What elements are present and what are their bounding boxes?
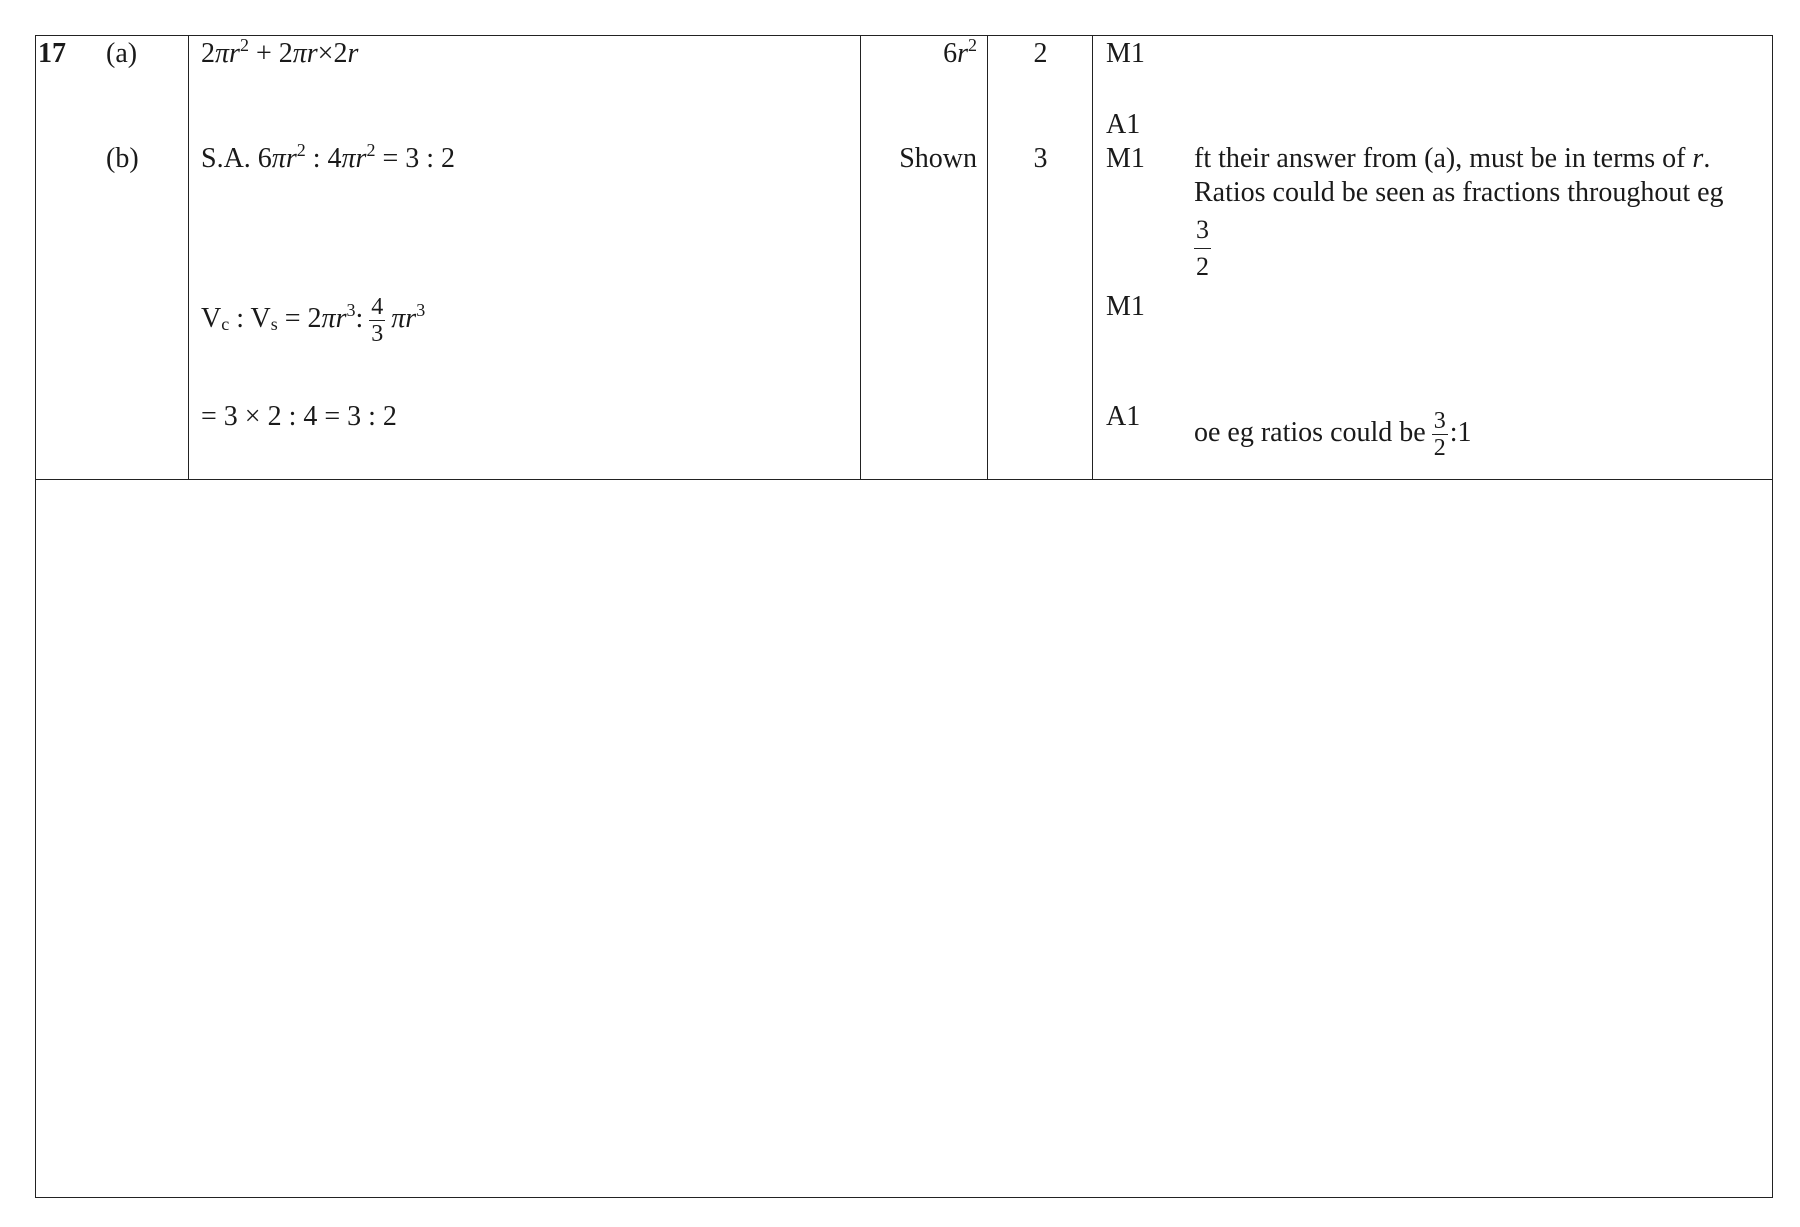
- answer-b: Shown: [899, 143, 977, 174]
- working-b-volume: $V_c$ : $V_s = 2\pi r^3$: $\frac{4}{3}$ $\pi r^3$: [201, 294, 426, 347]
- guidance-ft: ft their answer from (a), must be in terms of r.: [1194, 143, 1711, 174]
- marks-a: 2: [1033, 38, 1048, 69]
- mark-code-a-m1: M1: [1106, 38, 1145, 69]
- mark-code-b-m1: M1: [1106, 291, 1145, 322]
- question-number: 17: [38, 38, 66, 69]
- mark-code-b-m1: M1: [1106, 143, 1145, 174]
- part-label-b: (b): [106, 143, 139, 174]
- fraction-four-thirds: $\frac{4}{3}$: [371, 294, 384, 347]
- column-divider: [860, 36, 861, 479]
- mark-scheme-table: [35, 35, 1773, 1198]
- fraction-three-halves: $\frac{3}{2}$: [1194, 212, 1211, 285]
- mark-code-b-a1: A1: [1106, 401, 1141, 432]
- column-divider: [987, 36, 988, 479]
- marks-b: 3: [1033, 143, 1048, 174]
- column-divider: [1092, 36, 1093, 479]
- fraction-three-halves: $\frac{3}{2}$: [1433, 408, 1446, 461]
- part-label-a: (a): [106, 38, 138, 69]
- working-a: $2\pi r^2 + 2\pi r\times 2r$: [201, 35, 359, 69]
- row-divider: [36, 479, 1772, 480]
- answer-a: $6r^2$: [943, 35, 977, 69]
- working-b-result: = 3 × 2 : 4 = 3 : 2: [201, 401, 397, 432]
- guidance-fraction: [1194, 212, 1217, 285]
- guidance-ratios: Ratios could be seen as fractions throughout eg: [1194, 177, 1724, 208]
- working-b-surface-area: S.A. $6\pi r^2$ : $4\pi r^2 = 3$ : 2: [201, 140, 456, 174]
- column-divider: [188, 36, 189, 479]
- guidance-oe: oe eg ratios could be $\frac{3}{2}$ :1: [1194, 408, 1472, 461]
- mark-code-a-a1: A1: [1106, 109, 1141, 140]
